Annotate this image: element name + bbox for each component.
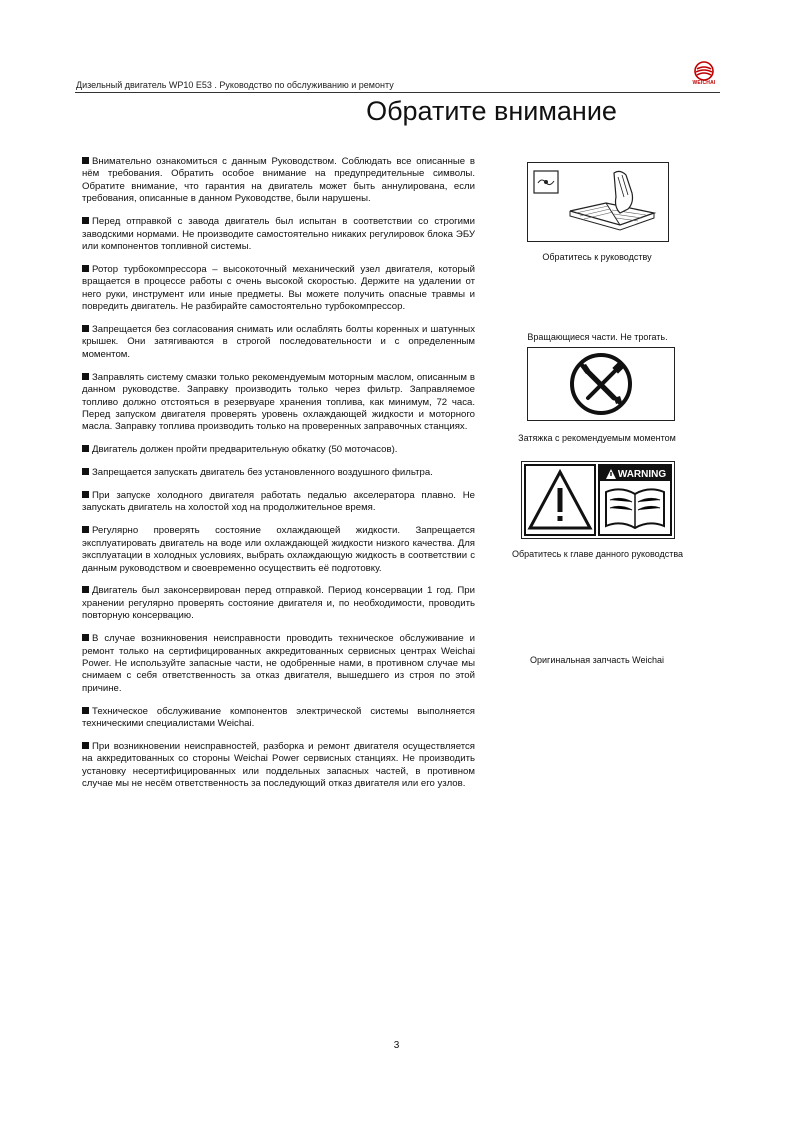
notice-item: Двигатель должен пройти предварительную обкатку (50 моточасов). — [82, 444, 475, 456]
bullet-square-icon — [82, 265, 89, 272]
bullet-square-icon — [82, 325, 89, 332]
read-manual-icon — [527, 162, 669, 242]
manual-caption: Обратитесь к руководству — [542, 252, 652, 262]
bullet-square-icon — [82, 742, 89, 749]
notice-item: При запуске холодного двигателя работать педалью акселератора плавно. Не запускать двигатель на холостой ход на продолжительное время. — [82, 490, 475, 514]
page-number: 3 — [393, 1040, 400, 1051]
page-title-wrapper — [0, 96, 793, 127]
notice-item: Техническое обслуживание компонентов электрической системы выполняется техническими специалистами Weichai. — [82, 705, 475, 730]
notice-list — [82, 156, 475, 801]
notice-item: Запрещается запускать двигатель без установленного воздушного фильтра. — [82, 467, 475, 479]
bullet-square-icon — [82, 526, 89, 533]
notice-item: При возникновении неисправностей, разборка и ремонт двигателя осуществляется на аккредитованных со стороны Weichai Power сервисных станциях. Не производить установку несертифицированных или поддельных запасных частей, в противном случае мы не несём ответственность за последующий отказ двигателя или его узлов. — [82, 741, 475, 790]
bullet-square-icon — [82, 491, 89, 498]
document-header: Дизельный двигатель WP10 E53 . Руководство по обслуживанию и ремонту — [76, 80, 394, 90]
notice-item: В случае возникновения неисправности проводить техническое обслуживание и ремонт только на сертифицированных аккредитованных сервисных центрах Weichai Power. Не используйте запасные части, не одобренные нами, в противном случае мы снимаем с себя ответственность за отказ двигателя, вышедшего из строя по этой причине. — [82, 633, 475, 694]
header-divider — [75, 92, 720, 93]
notice-item: Внимательно ознакомиться с данным Руководством. Соблюдать все описанные в нём требования. Обратить особое внимание на предупредительные символы. Обратите внимание, что гарантия на двигатель может быть аннулирована, если требования, описанные в данном Руководстве, были нарушены. — [82, 156, 475, 205]
torque-caption: Затяжка с рекомендуемым моментом — [518, 433, 676, 443]
notice-item: Заправлять систему смазки только рекомендуемым моторным маслом, описанным в данном руководстве. Заправку производить только через фильтр. Заправляемое топливо должно отстояться в резервуаре хранения топлива, как минимум, 72 часа. Перед запуском двигателя проверять уровень охлаждающей жидкости и моторного масла. Заправку топлива производить только на проверенных заправочных станциях. — [82, 371, 475, 433]
bullet-square-icon — [82, 217, 89, 224]
logo-text: WEICHAI — [692, 80, 716, 86]
page-number-wrapper — [0, 1040, 793, 1051]
bullet-square-icon — [82, 468, 89, 475]
notice-item: Перед отправкой с завода двигатель был испытан в соответствии со строгими заводскими нормами. Не производите самостоятельно никаких регулировок блока ЭБУ или компонентов топливной системы. — [82, 216, 475, 252]
bullet-square-icon — [82, 634, 89, 641]
page-title: Обратите внимание — [366, 96, 617, 126]
bullet-square-icon — [82, 373, 89, 380]
notice-item: Двигатель был законсервирован перед отправкой. Период консервации 1 год. При хранении регулярно проверять состояние двигателя и, по необходимости, проводить повторную консервацию. — [82, 585, 475, 622]
bullet-square-icon — [82, 586, 89, 593]
bullet-square-icon — [82, 707, 89, 714]
notice-item: Ротор турбокомпрессора – высокоточный механический узел двигателя, который вращается в процессе работы с очень высокой скоростью. Держите на удалении от него руки, инструмент или иные предметы. Вы можете получить опасные травмы и повредить двигатель. Не разбирайте самостоятельно турбокомпрессор. — [82, 263, 475, 313]
rotating-parts-caption: Вращающиеся части. Не трогать. — [527, 332, 668, 342]
bullet-square-icon — [82, 445, 89, 452]
original-part-caption: Оригинальная запчасть Weichai — [530, 655, 664, 665]
bullet-square-icon — [82, 157, 89, 164]
warning-label: WARNING — [617, 469, 667, 480]
notice-item: Запрещается без согласования снимать или ослаблять болты коренных и шатунных крышек. Они затягиваются в строгой последовательности и с определенным моментом. — [82, 323, 475, 360]
notice-item: Регулярно проверять состояние охлаждающей жидкости. Запрещается эксплуатировать двигатель на воде или охлаждающей жидкости низкого качества. Для эксплуатации в холодных условиях, выбрать охлаждающую жидкость в соответствии с данным руководством и своевременно осуществить её подготовку. — [82, 525, 475, 574]
no-tools-icon — [527, 347, 675, 421]
warning-refer-manual-icon — [521, 461, 675, 539]
warning-caption: Обратитесь к главе данного руководства — [511, 549, 684, 559]
